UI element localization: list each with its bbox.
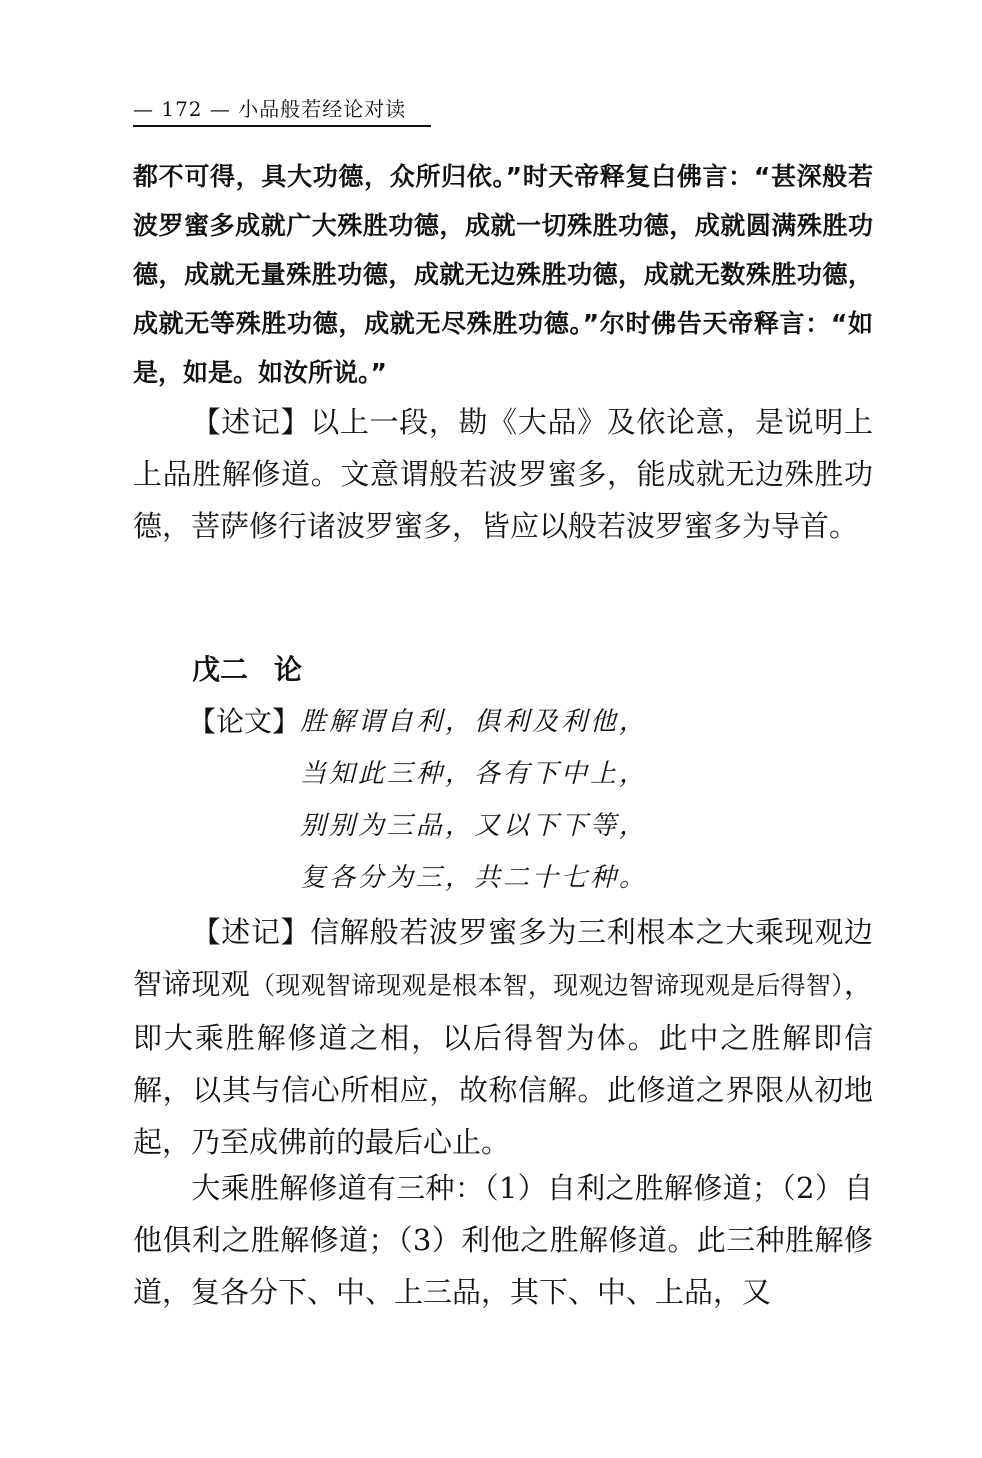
section-heading (192, 650, 302, 690)
paragraph-3 (133, 1162, 873, 1318)
verse-line-4: 复各分为三，共二十七种。 (300, 863, 649, 893)
verse-line-3: 别别为三品，又以下下等， (300, 811, 649, 841)
treatise-label: 【论文】 (188, 705, 301, 738)
commentary-paragraph-1 (133, 396, 873, 552)
sutra-passage: 都不可得，具大功德，众所归依。”时天帝释复白佛言：“甚深般若波罗蜜多成就广大殊胜功德，成就一切殊胜功德，成就圆满殊胜功德，成就无量殊胜功德，成就无边殊胜功德，成就无数殊胜功德，成就无等殊胜功德，成就无尽殊胜功德。”尔时佛告天帝释言：“如是，如是。如汝所说。” (133, 162, 873, 387)
verse-line-1: 胜解谓自利，俱利及利他， (300, 707, 649, 737)
verse-line-2: 当知此三种，各有下中上， (300, 759, 649, 789)
section-number: 戊二 (192, 653, 249, 686)
commentary-2-part-3: ，即大乘胜解修道之相，以后得智为体。此中之胜解即信解，以其与信心所相应，故称信解。此修道之界限从初地起，乃至成佛前的最后心止。 (133, 967, 873, 1159)
commentary-1-text: 【述记】以上一段，勘《大品》及依论意，是说明上上品胜解修道。文意谓般若波罗蜜多，能成就无边殊胜功德，菩萨修行诸波罗蜜多，皆应以般若波罗蜜多为导首。 (133, 405, 873, 543)
commentary-paragraph-2 (133, 906, 873, 1168)
commentary-2-parenthetical: （现观智谛现观是根本智，现观边智谛现观是后得智） (250, 971, 844, 1000)
running-header: — 172 — 小品般若经论对读 (133, 97, 407, 121)
paragraph-3-text: 大乘胜解修道有三种：（1）自利之胜解修道；（2）自他俱利之胜解修道；（3）利他之胜解修道。此三种胜解修道，复各分下、中、上三品，其下、中、上品，又 (133, 1171, 873, 1309)
commentary-2-part-1: 【述记】信解般若波罗蜜多为三利根本之大乘现观边智谛现观 (133, 915, 873, 1001)
section-title: 论 (274, 653, 303, 686)
header-rule (133, 125, 431, 127)
